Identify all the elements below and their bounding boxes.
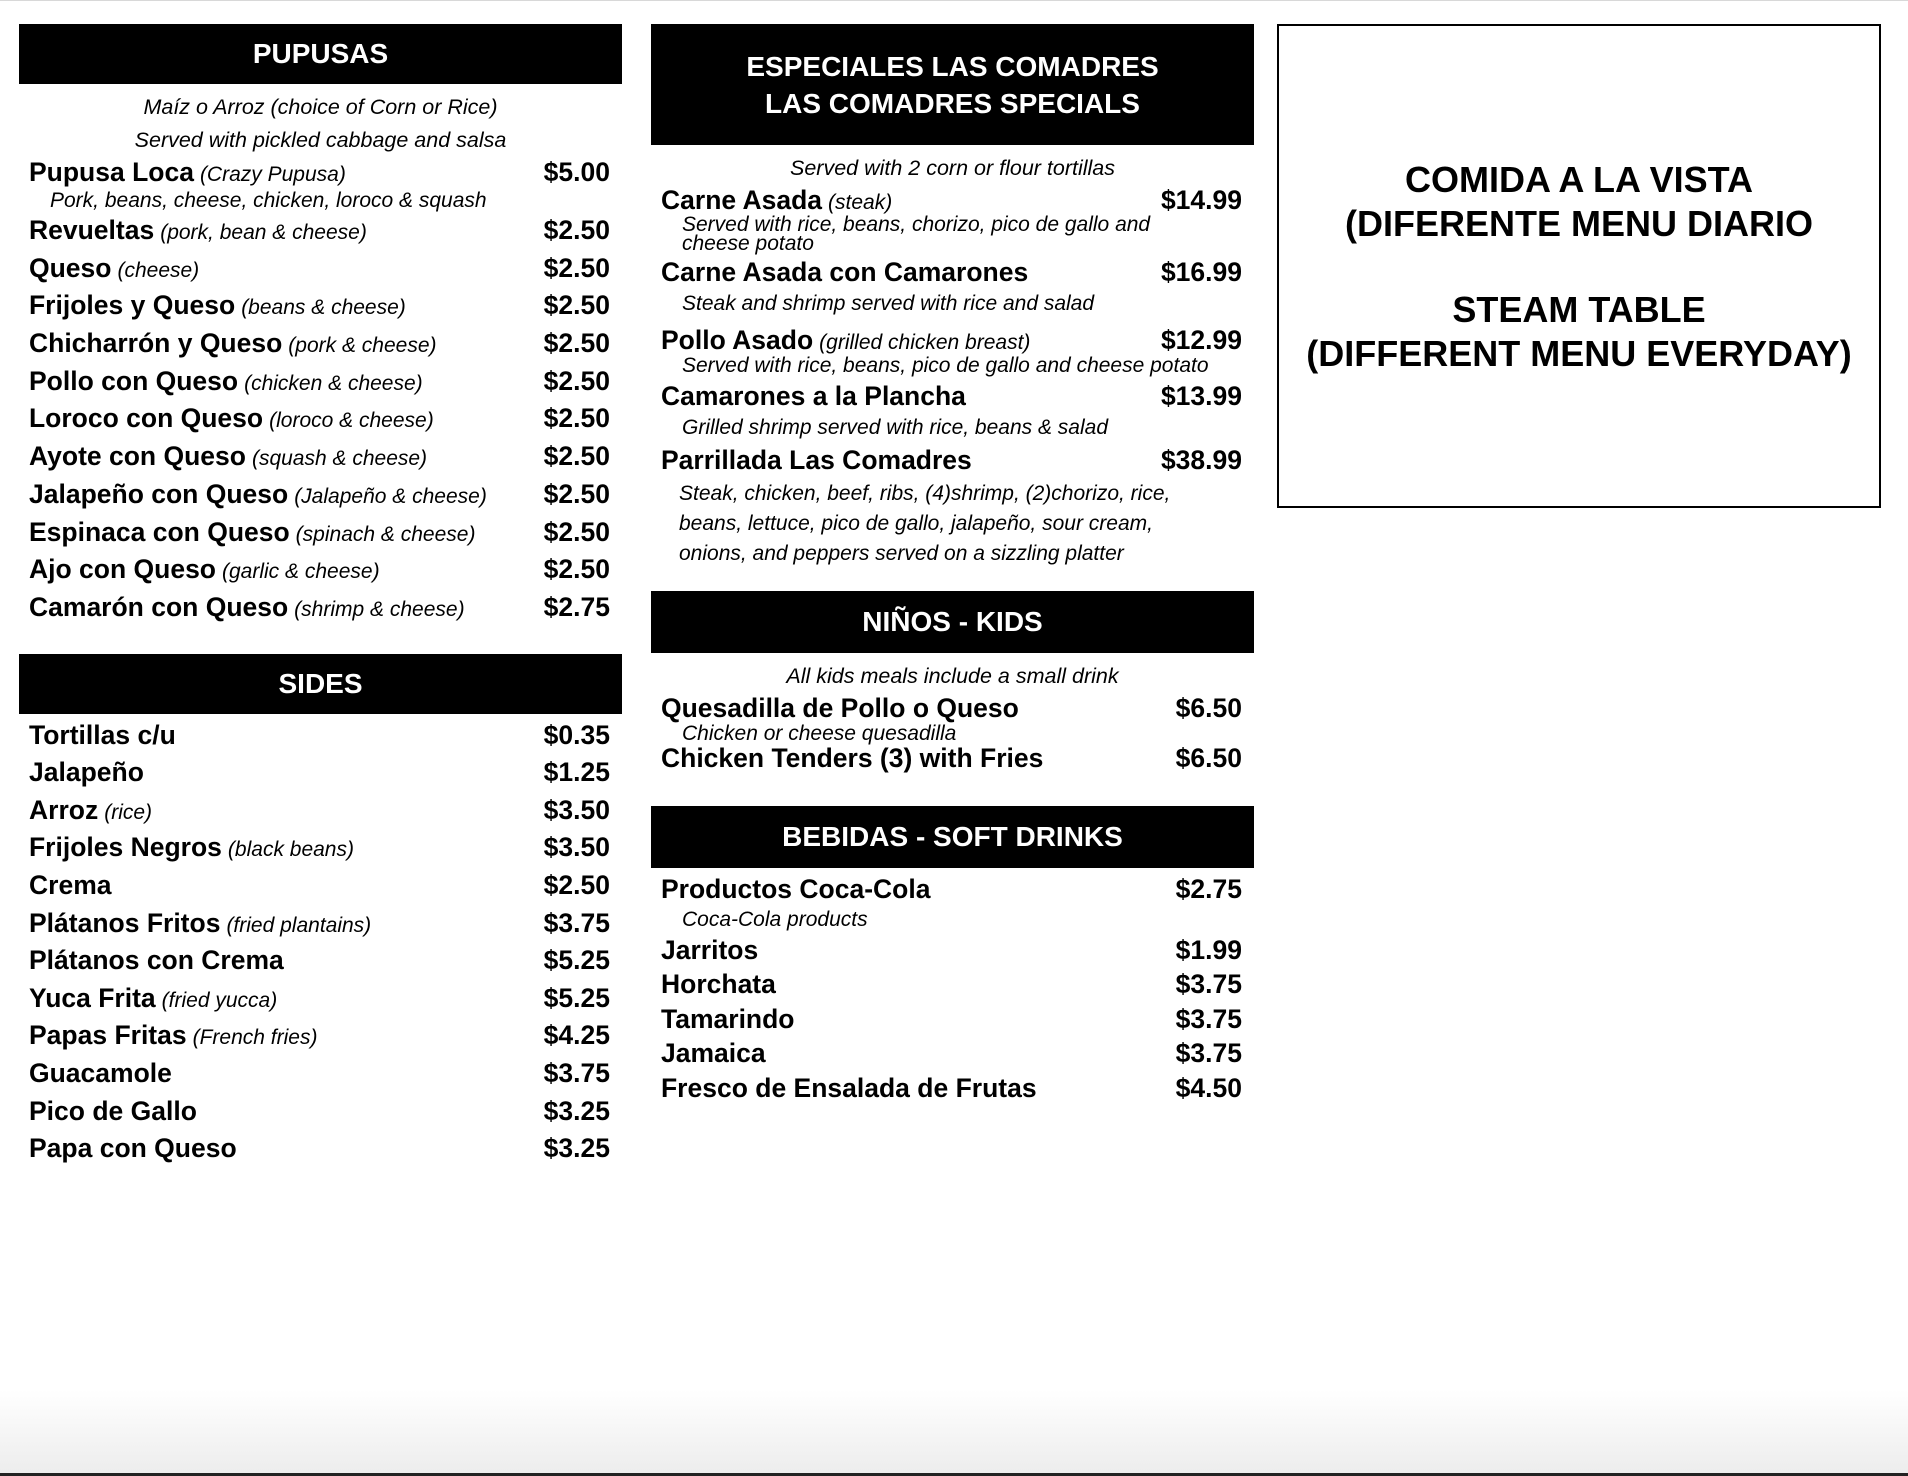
item-price: $5.00 bbox=[543, 157, 610, 187]
item-name bbox=[661, 1073, 1037, 1104]
sides-list bbox=[19, 714, 622, 1171]
item-name-text: Pollo Asado bbox=[661, 325, 814, 355]
item-name-text: Carne Asada con Camarones bbox=[661, 257, 1029, 287]
item-name-text: Plátanos Fritos bbox=[29, 907, 221, 938]
item-name bbox=[29, 517, 475, 548]
pupusas-note-choice: Maíz o Arroz (choice of Corn or Rice) bbox=[143, 95, 498, 119]
item-name bbox=[29, 441, 427, 472]
menu-item bbox=[661, 257, 1244, 291]
menu-item bbox=[29, 1058, 612, 1096]
item-translation: (chicken & cheese) bbox=[244, 371, 423, 395]
item-price: $3.25 bbox=[543, 1133, 610, 1164]
menu-item bbox=[661, 325, 1244, 355]
drinks-list bbox=[651, 868, 1254, 1107]
item-price: $4.50 bbox=[1175, 1072, 1242, 1103]
menu-item bbox=[661, 1004, 1244, 1039]
item-translation: (Crazy Pupusa) bbox=[199, 163, 346, 186]
item-name-text: Productos Coca-Cola bbox=[661, 874, 931, 904]
item-name bbox=[29, 983, 277, 1014]
item-name-text: Loroco con Queso bbox=[29, 403, 264, 434]
item-price: $5.25 bbox=[543, 945, 610, 976]
item-name bbox=[29, 253, 199, 284]
menu-item bbox=[29, 290, 612, 328]
steam-line-english-sub: (DIFFERENT MENU EVERYDAY) bbox=[1306, 333, 1852, 374]
item-price: $16.99 bbox=[1160, 257, 1242, 287]
item-name-text: Yuca Frita bbox=[29, 982, 156, 1013]
item-name-text: Camarón con Queso bbox=[29, 591, 289, 622]
steam-line-english: STEAM TABLE bbox=[1452, 289, 1706, 330]
drinks-title: BEBIDAS - SOFT DRINKS bbox=[782, 821, 1123, 852]
item-name bbox=[29, 328, 437, 359]
menu-item bbox=[29, 757, 612, 795]
item-name-text: Queso bbox=[29, 252, 112, 283]
item-description: Served with rice, beans, pico de gallo and cheese potato bbox=[682, 354, 1209, 377]
item-name bbox=[661, 381, 966, 412]
kids-section-header bbox=[651, 591, 1254, 653]
item-translation: (garlic & cheese) bbox=[222, 560, 380, 584]
item-translation: (squash & cheese) bbox=[251, 447, 428, 471]
item-price: $14.99 bbox=[1160, 185, 1242, 215]
item-name-text: Jalapeño con Queso bbox=[29, 478, 289, 509]
item-name-text: Pollo con Queso bbox=[29, 365, 239, 396]
pupusas-note-served: Served with pickled cabbage and salsa bbox=[134, 128, 507, 152]
item-price: $13.99 bbox=[1160, 381, 1242, 411]
item-name bbox=[29, 757, 144, 788]
item-name-text: Quesadilla de Pollo o Queso bbox=[661, 693, 1019, 723]
menu-item bbox=[29, 479, 612, 517]
item-name-text: Chicharrón y Queso bbox=[29, 328, 283, 359]
item-price: $6.50 bbox=[1175, 743, 1242, 773]
item-name bbox=[29, 554, 380, 585]
menu-item bbox=[29, 328, 612, 366]
item-translation: (rice) bbox=[104, 800, 153, 824]
item-name-text: Parrillada Las Comadres bbox=[661, 445, 972, 475]
item-name-text: Papas Fritas bbox=[29, 1020, 187, 1051]
menu-item bbox=[661, 874, 1244, 909]
item-name bbox=[29, 479, 487, 510]
item-name bbox=[29, 870, 112, 901]
menu-item bbox=[661, 693, 1244, 725]
item-price: $2.50 bbox=[543, 478, 610, 509]
item-name bbox=[661, 445, 972, 476]
item-name-text: Ayote con Queso bbox=[29, 441, 246, 472]
item-price: $5.25 bbox=[543, 982, 610, 1013]
item-price: $0.35 bbox=[543, 719, 610, 750]
item-name-text: Fresco de Ensalada de Frutas bbox=[661, 1072, 1037, 1103]
item-name-text: Tortillas c/u bbox=[29, 719, 176, 750]
item-name bbox=[661, 1004, 795, 1035]
menu-item bbox=[29, 1133, 612, 1171]
menu-item bbox=[29, 403, 612, 441]
item-price: $4.25 bbox=[543, 1020, 610, 1051]
item-name-text: Jarritos bbox=[661, 934, 759, 965]
item-description: Served with rice, beans, chorizo, pico de gallo and cheese potato bbox=[682, 213, 1151, 255]
item-name-text: Frijoles y Queso bbox=[29, 290, 236, 321]
item-description: Grilled shrimp served with rice, beans & salad bbox=[682, 416, 1109, 439]
steam-line-spanish-sub: (DIFERENTE MENU DIARIO bbox=[1345, 203, 1813, 244]
item-price: $2.50 bbox=[543, 516, 610, 547]
item-name bbox=[29, 215, 367, 246]
menu-item bbox=[29, 908, 612, 946]
menu-item bbox=[29, 517, 612, 555]
item-price: $2.75 bbox=[1175, 874, 1242, 904]
menu-item bbox=[661, 743, 1244, 781]
item-price: $2.50 bbox=[543, 290, 610, 321]
menu-item bbox=[29, 870, 612, 908]
steam-line-spanish: COMIDA A LA VISTA bbox=[1405, 159, 1753, 200]
item-name bbox=[29, 832, 354, 863]
item-translation: (pork & cheese) bbox=[288, 334, 437, 358]
item-name bbox=[29, 1133, 237, 1164]
menu-column-middle bbox=[651, 24, 1254, 1107]
specials-title-spanish: ESPECIALES LAS COMADRES bbox=[746, 50, 1159, 82]
item-price: $3.75 bbox=[1175, 1003, 1242, 1034]
item-name-text: Guacamole bbox=[29, 1057, 172, 1088]
pupusas-title: PUPUSAS bbox=[252, 38, 389, 69]
menu-item bbox=[661, 1038, 1244, 1073]
item-price: $6.50 bbox=[1175, 693, 1242, 723]
item-price: $3.75 bbox=[1175, 969, 1242, 999]
item-name bbox=[29, 403, 434, 434]
item-price: $2.50 bbox=[543, 215, 610, 245]
item-name bbox=[29, 1020, 317, 1051]
kids-note: All kids meals include a small drink bbox=[786, 664, 1119, 688]
menu-item bbox=[29, 1096, 612, 1134]
item-name bbox=[29, 1058, 172, 1089]
item-description: Steak, chicken, beef, ribs, (4)shrimp, (2)chorizo, rice, beans, lettuce, pico de gallo, jalapeño, sour cream, onions, and peppers served on a sizzling platter bbox=[679, 482, 1171, 565]
item-price: $38.99 bbox=[1160, 445, 1242, 475]
menu-item bbox=[29, 157, 612, 187]
item-price: $1.25 bbox=[543, 757, 610, 788]
item-translation: (beans & cheese) bbox=[241, 296, 406, 320]
item-name bbox=[29, 366, 423, 397]
item-price: $2.50 bbox=[543, 441, 610, 472]
item-name bbox=[29, 592, 465, 623]
steam-table-notice bbox=[1277, 24, 1881, 508]
menu-item bbox=[29, 795, 612, 833]
item-name bbox=[29, 945, 284, 976]
menu-item bbox=[29, 592, 612, 630]
item-name bbox=[661, 185, 892, 216]
item-name bbox=[29, 795, 152, 826]
item-name-text: Jamaica bbox=[661, 1038, 766, 1068]
item-name-text: Camarones a la Plancha bbox=[661, 381, 966, 411]
item-translation: (steak) bbox=[828, 191, 893, 214]
item-translation: (grilled chicken breast) bbox=[819, 331, 1031, 354]
menu-item bbox=[29, 441, 612, 479]
item-price: $12.99 bbox=[1160, 325, 1242, 355]
item-translation: (fried plantains) bbox=[226, 913, 372, 937]
pupusas-section-header bbox=[19, 24, 622, 84]
item-price: $3.75 bbox=[1175, 1038, 1242, 1068]
item-name bbox=[661, 743, 1043, 774]
item-price: $3.50 bbox=[543, 794, 610, 825]
menu-item bbox=[661, 1073, 1244, 1108]
item-name bbox=[661, 935, 758, 966]
item-name-text: Revueltas bbox=[29, 215, 155, 245]
item-name-text: Ajo con Queso bbox=[29, 554, 216, 585]
item-translation: (fried yucca) bbox=[161, 988, 278, 1012]
menu-item bbox=[29, 366, 612, 404]
item-translation: (French fries) bbox=[192, 1026, 318, 1050]
item-price: $2.50 bbox=[543, 869, 610, 900]
item-name bbox=[29, 720, 176, 751]
item-price: $2.50 bbox=[543, 554, 610, 585]
item-description: Steak and shrimp served with rice and salad bbox=[682, 292, 1095, 315]
specials-title-english: LAS COMADRES SPECIALS bbox=[765, 87, 1140, 119]
item-name-text: Carne Asada bbox=[661, 185, 823, 215]
page-top-border bbox=[0, 0, 1908, 1]
menu-item bbox=[661, 969, 1244, 1004]
item-translation: (black beans) bbox=[227, 838, 354, 862]
menu-item bbox=[29, 554, 612, 592]
item-name-text: Chicken Tenders (3) with Fries bbox=[661, 743, 1044, 773]
item-translation: (Jalapeño & cheese) bbox=[294, 484, 487, 508]
item-translation: (cheese) bbox=[117, 258, 200, 282]
item-name bbox=[29, 908, 371, 939]
item-name-text: Frijoles Negros bbox=[29, 832, 222, 863]
item-name bbox=[661, 969, 776, 1000]
kids-title: NIÑOS - KIDS bbox=[862, 606, 1043, 637]
item-translation: (shrimp & cheese) bbox=[294, 597, 465, 621]
item-name bbox=[29, 157, 346, 188]
menu-item bbox=[29, 1020, 612, 1058]
menu-item bbox=[29, 983, 612, 1021]
item-price: $2.50 bbox=[543, 252, 610, 283]
item-name bbox=[661, 257, 1028, 288]
item-name bbox=[661, 693, 1019, 724]
specials-list bbox=[651, 185, 1254, 569]
kids-list bbox=[651, 693, 1254, 781]
sides-section-header bbox=[19, 654, 622, 714]
item-price: $3.25 bbox=[543, 1095, 610, 1126]
item-name-text: Pupusa Loca bbox=[29, 157, 194, 187]
item-name bbox=[661, 1038, 766, 1069]
item-price: $2.50 bbox=[543, 403, 610, 434]
menu-item bbox=[661, 185, 1244, 215]
item-name bbox=[661, 325, 1030, 356]
item-name-text: Tamarindo bbox=[661, 1003, 795, 1034]
drinks-section-header bbox=[651, 806, 1254, 868]
menu-item bbox=[29, 945, 612, 983]
sides-title: SIDES bbox=[278, 667, 363, 699]
item-translation: (loroco & cheese) bbox=[269, 409, 434, 433]
item-price: $2.75 bbox=[543, 591, 610, 622]
item-price: $2.50 bbox=[543, 328, 610, 359]
menu-item bbox=[661, 445, 1244, 479]
item-name-text: Jalapeño bbox=[29, 757, 144, 788]
menu-item bbox=[29, 215, 612, 253]
item-name-text: Pico de Gallo bbox=[29, 1095, 197, 1126]
pupusas-list bbox=[19, 157, 622, 630]
item-name bbox=[29, 290, 406, 321]
item-name bbox=[29, 1096, 197, 1127]
item-description: Coca-Cola products bbox=[682, 907, 868, 931]
item-name-text: Crema bbox=[29, 869, 112, 900]
item-price: $3.75 bbox=[543, 1057, 610, 1088]
menu-item bbox=[29, 832, 612, 870]
item-description: Chicken or cheese quesadilla bbox=[682, 722, 957, 745]
item-name-text: Plátanos con Crema bbox=[29, 945, 284, 976]
menu-item bbox=[661, 381, 1244, 415]
item-translation: (spinach & cheese) bbox=[295, 522, 476, 546]
item-name-text: Horchata bbox=[661, 969, 776, 999]
specials-section-header bbox=[651, 24, 1254, 145]
menu-item bbox=[661, 935, 1244, 970]
item-name-text: Papa con Queso bbox=[29, 1133, 237, 1164]
menu-column-left bbox=[19, 24, 622, 1171]
menu-item bbox=[29, 253, 612, 291]
item-price: $3.50 bbox=[543, 832, 610, 863]
item-price: $1.99 bbox=[1175, 934, 1242, 965]
item-translation: (pork, bean & cheese) bbox=[160, 221, 367, 244]
item-description: Pork, beans, cheese, chicken, loroco & squash bbox=[50, 189, 487, 212]
menu-item bbox=[29, 720, 612, 758]
specials-note: Served with 2 corn or flour tortillas bbox=[789, 156, 1116, 180]
item-price: $2.50 bbox=[543, 365, 610, 396]
item-name-text: Arroz bbox=[29, 794, 99, 825]
page-bottom-shade bbox=[0, 1390, 1908, 1476]
item-price: $3.75 bbox=[543, 907, 610, 938]
item-name bbox=[661, 874, 930, 905]
item-name-text: Espinaca con Queso bbox=[29, 516, 290, 547]
